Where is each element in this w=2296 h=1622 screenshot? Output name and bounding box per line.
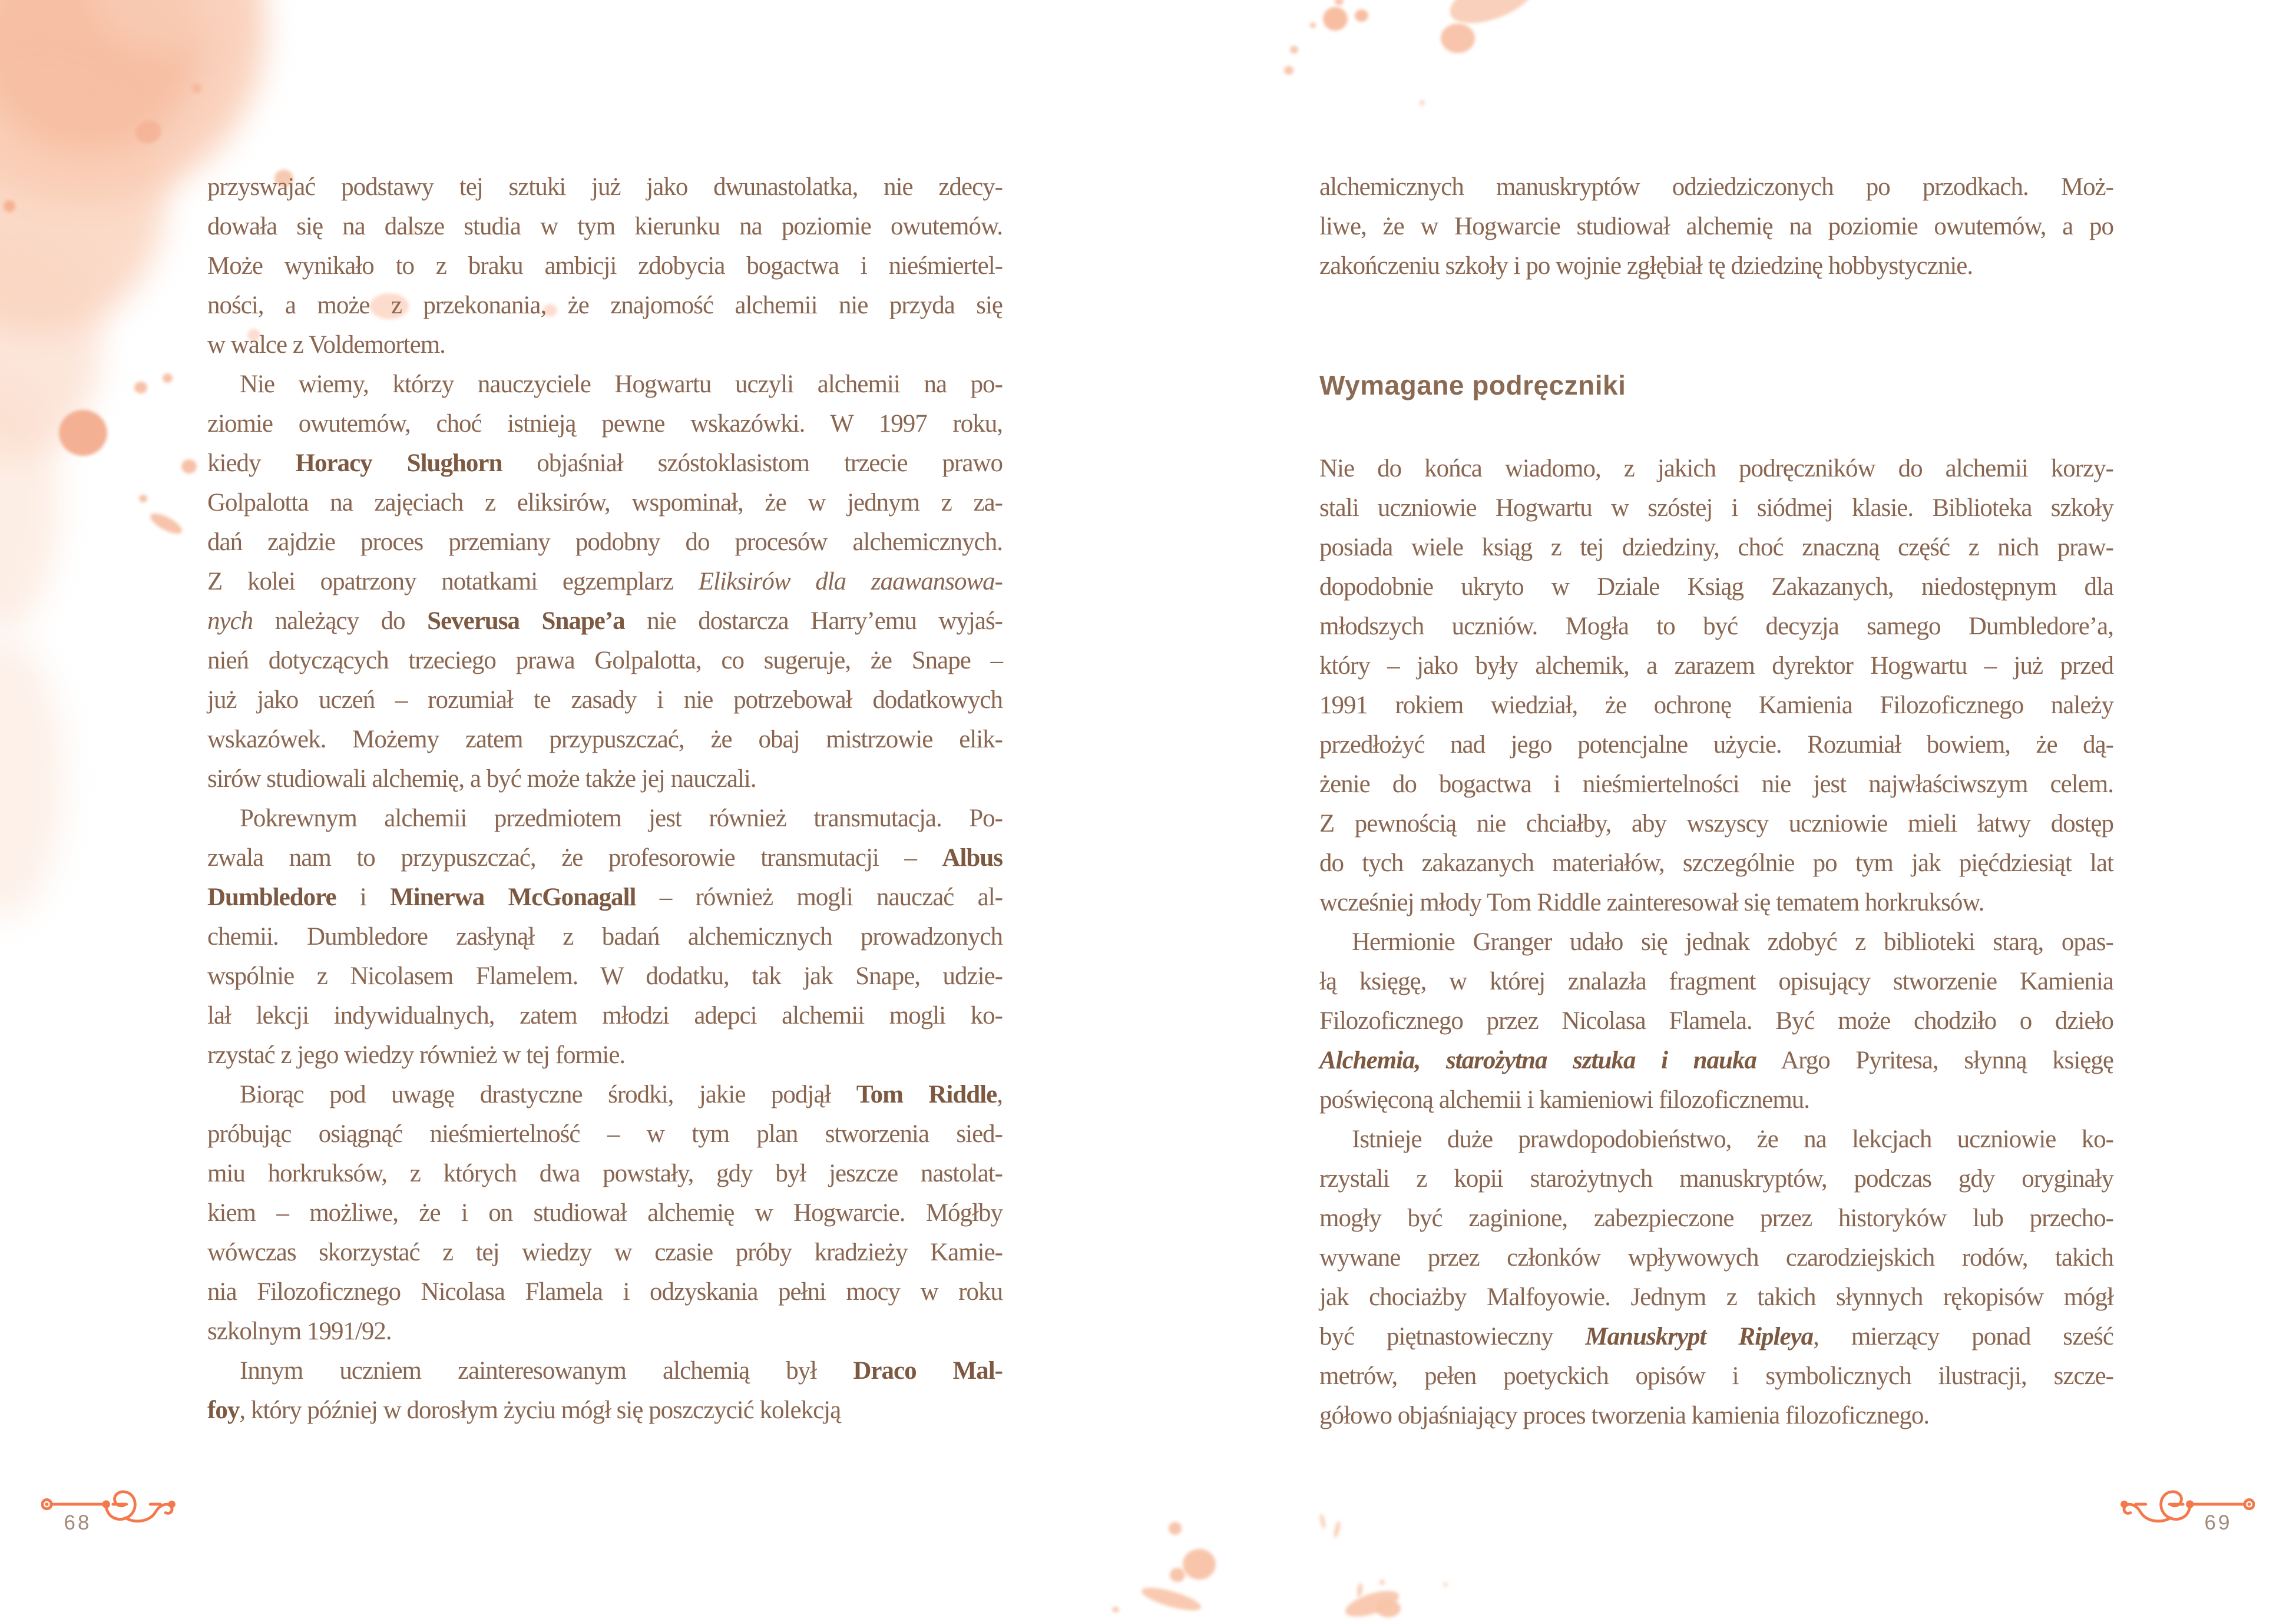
text-line: mogły być zaginione, zabezpieczone przez historyków lub przecho- [1319,1204,2113,1232]
text-line: do tych zakazanych materiałów, szczególnie po tym jak pięćdziesiąt lat [1319,849,2113,877]
text-line: wskazówek. Możemy zatem przypuszczać, że obaj mistrzowie elik- [207,726,1003,753]
text-line: posiada wiele ksiąg z tej dziedziny, choć znaczną część z nich praw- [1319,534,2113,561]
text-line: Pokrewnym alchemii przedmiotem jest również transmutacja. Po- [240,805,1003,832]
text-line: nia Filozoficznego Nicolasa Flamela i odzyskania pełni mocy w roku [207,1278,1003,1306]
text-line: Nie wiemy, którzy nauczyciele Hogwartu uczyli alchemii na po- [240,370,1003,398]
text-line: dopodobnie ukryto w Dziale Ksiąg Zakazanych, niedostępnym dla [1319,573,2113,601]
text-line: zwala nam to przypuszczać, że profesorowie transmutacji – Albus [207,844,1003,872]
text-line: ziomie owutemów, choć istnieją pewne wskazówki. W 1997 roku, [207,410,1003,438]
page-number-right: 69 [2204,1511,2232,1534]
text-line: Filozoficznego przez Nicolasa Flamela. Być może chodziło o dzieło [1319,1007,2113,1035]
text-line: stali uczniowie Hogwartu w szóstej i siódmej klasie. Biblioteka szkoły [1319,494,2113,522]
text-line: poświęconą alchemii i kamieniowi filozoficznemu. [1319,1086,1810,1114]
text-line: gółowo objaśniający proces tworzenia kamienia filozoficznego. [1319,1402,1930,1429]
text-line: przedłożyć nad jego potencjalne użycie. Rozumiał bowiem, że dą- [1319,731,2113,759]
text-line: już jako uczeń – rozumiał te zasady i nie potrzebował dodatkowych [207,686,1003,714]
text-line: Z kolei opatrzony notatkami egzemplarz Eliksirów dla zaawansowa- [207,568,1003,595]
text-line: wówczas skorzystać z tej wiedzy w czasie próby kradzieży Kamie- [207,1239,1003,1266]
text-line: przyswajać podstawy tej sztuki już jako dwunastolatka, nie zdecy- [207,173,1003,201]
text-line: liwe, że w Hogwarcie studiował alchemię na poziomie owutemów, a po [1319,213,2113,240]
right-page-text [1319,449,2113,1435]
text-line: rzystali z kopii starożytnych manuskryptów, podczas gdy oryginały [1319,1165,2113,1193]
text-line: Golpalotta na zajęciach z eliksirów, wspominał, że w jednym z za- [207,489,1003,517]
text-line: dowała się na dalsze studia w tym kierunku na poziomie owutemów. [207,213,1003,240]
page-number-left: 68 [64,1511,92,1534]
text-line: młodszych uczniów. Mogła to być decyzja samego Dumbledore’a, [1319,613,2113,640]
text-line: jak chociażby Malfoyowie. Jednym z takich słynnych rękopisów mógł [1319,1283,2113,1311]
text-line: metrów, pełen poetyckich opisów i symbolicznych ilustracji, szcze- [1319,1362,2113,1390]
text-line: Hermionie Granger udało się jednak zdobyć z biblioteki starą, opas- [1352,928,2113,956]
text-line: dań zajdzie proces przemiany podobny do procesów alchemicznych. [207,528,1003,556]
text-line: 1991 rokiem wiedział, że ochronę Kamienia Filozoficznego należy [1319,691,2113,719]
text-line: Może wynikało to z braku ambicji zdobycia bogactwa i nieśmiertel- [207,252,1003,280]
text-line: kiem – możliwe, że i on studiował alchemię w Hogwarcie. Mógłby [207,1199,1003,1227]
text-line: rzystać z jego wiedzy również w tej formie. [207,1041,626,1069]
text-line: ności, a może z przekonania, że znajomość alchemii nie przyda się [207,292,1003,319]
text-line: łą księgę, w której znalazła fragment opisujący stworzenie Kamienia [1319,968,2113,995]
text-line: chemii. Dumbledore zasłynął z badań alchemicznych prowadzonych [207,923,1003,951]
text-line: miu horkruksów, z których dwa powstały, gdy był jeszcze nastolat- [207,1160,1003,1187]
text-line: Nie do końca wiadomo, z jakich podręczników do alchemii korzy- [1319,455,2113,482]
text-line: Istnieje duże prawdopodobieństwo, że na lekcjach uczniowie ko- [1352,1126,2113,1153]
text-line: który – jako były alchemik, a zarazem dyrektor Hogwartu – już przed [1319,652,2113,680]
text-line: lał lekcji indywidualnych, zatem młodzi adepci alchemii mogli ko- [207,1002,1003,1030]
text-line: Innym uczniem zainteresowanym alchemią był Draco Mal- [240,1357,1003,1385]
text-line: kiedy Horacy Slughorn objaśniał szóstoklasistom trzecie prawo [207,449,1003,477]
text-line: szkolnym 1991/92. [207,1318,392,1345]
right-page-intro-text [1319,167,2113,286]
text-line: żenie do bogactwa i nieśmiertelności nie jest najwłaściwszym celem. [1319,770,2113,798]
text-line: zakończeniu szkoły i po wojnie zgłębiał tę dziedzinę hobbystycznie. [1319,252,1973,280]
text-line: nych należący do Severusa Snape’a nie dostarcza Harry’emu wyjaś- [207,607,1003,635]
text-line: Biorąc pod uwagę drastyczne środki, jakie podjął Tom Riddle, [240,1081,1003,1108]
text-line: nień dotyczących trzeciego prawa Golpalotta, co sugeruje, że Snape – [207,647,1003,674]
text-line: wcześniej młody Tom Riddle zainteresował się tematem horkruksów. [1319,889,1984,916]
text-line: Alchemia, starożytna sztuka i nauka Argo Pyritesa, słynną księgę [1319,1047,2113,1074]
text-line: alchemicznych manuskryptów odziedziczonych po przodkach. Moż- [1319,173,2113,201]
text-line: foy, który później w dorosłym życiu mógł się poszczycić kolekcją [207,1396,841,1424]
text-line: Z pewnością nie chciałby, aby wszyscy uczniowie mieli łatwy dostęp [1319,810,2113,838]
text-line: próbując osiągnąć nieśmiertelność – w tym plan stworzenia sied- [207,1120,1003,1148]
section-heading: Wymagane podręczniki [1319,370,1626,400]
text-line: wywane przez członków wpływowych czarodziejskich rodów, takich [1319,1244,2113,1272]
text-line: wspólnie z Nicolasem Flamelem. W dodatku, tak jak Snape, udzie- [207,962,1003,990]
text-line: w walce z Voldemortem. [207,331,445,359]
text-line: sirów studiowali alchemię, a być może także jej nauczali. [207,765,756,793]
text-line: Dumbledore i Minerwa McGonagall – również mogli nauczać al- [207,883,1003,911]
text-line: być piętnastowieczny Manuskrypt Ripleya, mierzący ponad sześć [1319,1323,2114,1350]
